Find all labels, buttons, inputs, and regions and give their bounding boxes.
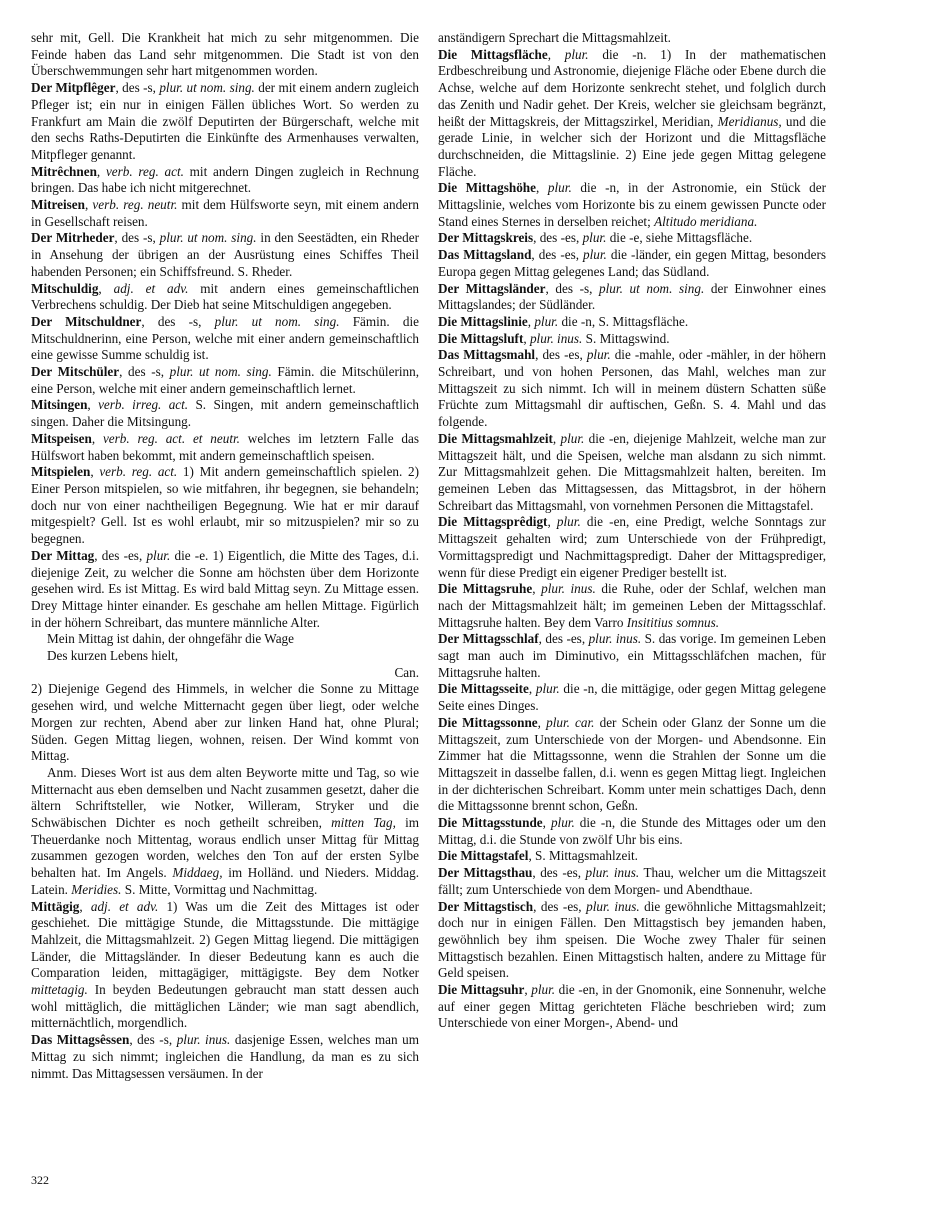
entry-mittagsseite: Die Mittagsseite, plur. die -n, die mittägige, oder gegen Mittag gelegene Seite eines Dinges. [438,681,826,714]
mittag-sense-2: 2) Diejenige Gegend des Himmels, in welcher die Sonne zu Mittage gesehen wird, und welche Mitternacht gegen über liegt, oder welche Morgen zur rechten, Abend aber zur linken Hand hat, ohne Plural; Süden. Gegen Mittag liegen, wohnen, reisen. Der Wind kommt von Mittag. [31,681,419,764]
grammar-note: plur. [535,681,560,697]
entry-mitschueler: Der Mitschüler, des -s, plur. ut nom. sing. Fämin. die Mitschülerinn, eine Person, welche mit einer andern gemeinschaftlich lernet. [31,364,419,396]
headword: Das Mittagsmahl [438,347,536,363]
definition: die -en, diejenige Mahlzeit, welche man zur Mittagszeit hält, und die Speisen, welche man alsdann zu sich nimmt. Zur Mittagsmahlzeit gehen. Die Mittagsmahlzeit halten, bereiten. Im gemeinen Leben das Mittagsessen, das Mittagsbrot, in der höhern Schreibart das Mittagsmahl, von vornehmen Personen die Mittagstafel. [438,430,826,513]
definition: die -n, die mittägige, oder gegen Mittag gelegene Seite eines Dinges. [438,681,826,714]
headword: Die Mittagsfläche [438,46,548,62]
headword: Mitspielen [31,464,91,480]
entry-mittagstafel: Die Mittagstafel, S. Mittagsmahlzeit. [438,848,638,864]
grammar-note: adj. et adv. [113,280,189,296]
grammar-note: plur. [560,430,585,446]
grammar-note: adj. et adv. [90,898,159,914]
continuation-text: anständigern Sprechart die Mittagsmahlzeit. [438,30,671,45]
entry-mittagsstunde: Die Mittagsstunde, plur. die -n, die Stunde des Mittages oder um den Mittag, d.i. die Stunde von zwölf Uhr bis eins. [438,815,826,847]
continuation-text: sehr mit, Gell. Die Krankheit hat mich zu sehr mitgenommen. Die Feinde haben das Land sehr mitgenommen. Die Stadt ist von den Überschwemmungen sehr hart mitgenommen worden. [31,30,419,79]
entry-mittagsmahl: Das Mittagsmahl, des -es, plur. die -mahle, oder -mähler, in der höhern Schreibart, und von hohen Personen, das Mahl, welches man zur Mittagszeit zu sich nimmt. Ich will in meinem düstern Schatten süße Früchte zum Mittagsmahl dir auftischen, Geßn. S. 4. Mahl und das folgende. [438,347,826,430]
entry-mitrechnen: Mitrêchnen, verb. reg. act. mit andern Dingen zugleich in Rechnung bringen. Das habe ich nicht mitgerechnet. [31,163,419,196]
entry-mittagsruhe: Die Mittagsruhe, plur. inus. die Ruhe, oder der Schlaf, welchen man nach der Mittagsmahlzeit hält; im gemeinen Leben der Mittagsschlaf. Mittagsruhe halten. Bey dem Varro Insititius somnus. [438,581,826,630]
headword: Der Mittagsschlaf [438,631,539,647]
definition: die -e, siehe Mittagsfläche. [606,230,753,246]
grammar-note: plur. inus. [529,330,583,346]
grammar-note: plur. inus. [588,631,642,647]
entry-mitschuldig: Mitschuldig, adj. et adv. mit andern eines gemeinschaftlichen Verbrechens schuldig. Der Dieb hat seine Mitschuldigen angegeben. [31,280,420,313]
definition: der mit einem andern zugleich Pfleger ist; ein nur in einigen Fällen übliches Wort. So werden zu Frankfurt am Main die zwölf Deputirten der Bürgerschaft, welche mit den sechs Raths-Deputirten die Einkünfte des Armenhauses verwalten, Mitpfleger genannt. [31,80,419,162]
grammar-note: plur. [146,547,171,563]
grammar-note: plur. [556,514,581,530]
definition: Fämin. die Mitschülerinn, eine Person, welche mit einer andern gemeinschaftlich lernet. [31,364,419,396]
definition: Fämin. die Mitschuldnerinn, eine Person, welche mit einer andern gemeinschaftlich eine gewisse Summe schuldig ist. [31,313,419,363]
grammar-note: plur. [547,180,572,196]
entry-mittagsessen: Das Mittagsêssen, des -s, plur. inus. dasjenige Essen, welches man um Mittag zu sich nimmt; ingleichen die Handlung, da man es zu sich nimmt. Das Mittagsessen versäumen. In der [31,1032,419,1081]
entry-mittagslinie: Die Mittagslinie, plur. die -n, S. Mittagsfläche. [438,313,689,329]
headword: Die Mittagslinie [438,313,528,329]
grammar-note: plur. [550,815,575,831]
definition: der Einwohner eines Mittagslandes; der Südländer. [438,280,826,313]
headword: Mitsingen [31,397,88,413]
definition: mit andern eines gemeinschaftlichen Verbrechens schuldig. Der Dieb hat seine Mitschuldigen angegeben. [31,280,420,313]
definition: die -länder, ein gegen Mittag, besonders Europa gegen Mittag gelegenes Land; das Südland. [438,247,826,279]
definition: welches im letztern Falle das Hülfswort haben bekommt, mit andern gemeinschaftlich speisen. [31,430,419,463]
entry-mittagsthau: Der Mittagsthau, des -es, plur. inus. Thau, welcher um die Mittagszeit fällt; zum Unterschiede von dem Morgen- und Abendthaue. [438,865,826,897]
headword: Die Mittagsstunde [438,815,543,831]
grammar-note: plur. [534,313,559,329]
grammar-note: plur. ut nom. sing. [599,280,705,296]
definition: der Schein oder Glanz der Sonne um die Mittagszeit, zum Unterschiede von der Morgen- und Abendsonne. Ein Zimmer hat die Mittagssonne, wenn die Strahlen der Sonne um die Mittagszeit in dasselbe fallen, d.i. wenn es gegen Mittag liegt. Ingleichen in der dichterischen Schreibart. Komm unter mein schattiges Dach, denn die Mittagssonne brennt schon, Geßn. [438,714,827,814]
headword: Mitreisen [31,197,85,213]
grammar-note: plur. car. [546,714,595,730]
definition: die -mahle, oder -mähler, in der höhern Schreibart, und von hohen Personen, das Mahl, welches man zur Mittagszeit zu sich nimmt. Ich will in meinem düstern Schatten süße Früchte zum Mittagsmahl dir auftischen, Geßn. S. 4. Mahl und das folgende. [438,347,826,430]
entry-mittagssonne: Die Mittagssonne, plur. car. der Schein oder Glanz der Sonne um die Mittagszeit, zum Unterschiede von der Morgen- und Abendsonne. Ein Zimmer hat die Mittagssonne, wenn die Strahlen der Sonne um die Mittagszeit in dasselbe fallen, d.i. wenn es gegen Mittag liegt. Ingleichen in der dichterischen Schreibart. Komm unter mein schattiges Dach, denn die Mittagssonne brennt schon, Geßn. [438,714,827,814]
definition: 1) Mit andern gemeinschaftlich spielen. 2) Einer Person mitspielen, so wie mitfahren, ihr begegnen, sie behandeln; doch nur von einer nachtheiligen Begegnung. Wie hat er mir darauf mitgespielt? Gell. Ist es wohl erlaubt, mir so mitzuspielen? mir so zu begegnen. [31,464,419,547]
headword: Das Mittagsêssen [31,1032,130,1048]
definition: die -e. 1) Eigentlich, die Mitte des Tages, d.i. diejenige Zeit, zu welcher die Sonne am höchsten über dem Horizonte gesehen wird. Es ist Mittag. Es wird bald Mittag seyn. Zu Mittage essen. Drey Mittage hinter einander. Es geschahe am hellen Mittage. Figürlich in der höhern Schreibart, das muntere männliche Alter. [31,547,419,630]
entry-mittagspredigt: Die Mittagsprêdigt, plur. die -en, eine Predigt, welche Sonntags zur Mittagszeit gehalten wird; zum Unterschiede von der Frühpredigt, Vormittagspredigt und Nachmittagspredigt. Daher der Mittagsprediger, wenn für diese Predigt ein eigener Prediger bestellt ist. [438,514,827,580]
headword: Die Mittagssonne [438,714,538,730]
definition: mit andern Dingen zugleich in Rechnung bringen. Das habe ich nicht mitgerechnet. [31,163,419,196]
entry-mittagshoehe: Die Mittagshöhe, plur. die -n, in der Astronomie, ein Stück der Mittagslinie, welches vom Horizonte bis zu einem gewissen Puncte oder Stand eines Sternes in derselben reichet; Altitudo meridiana. [438,180,827,229]
headword: Das Mittagsland [438,247,532,263]
entry-mitpfleger: Der Mitpflêger, des -s, plur. ut nom. sing. der mit einem andern zugleich Pfleger ist; ein nur in einigen Fällen übliches Wort. So werden zu Frankfurt am Main die zwölf Deputirten der Bürgerschaft, welche mit den sechs Raths-Deputirten die Einkünfte des Armenhauses verwalten, Mitpfleger genannt. [31,80,419,162]
poem-quote [31,631,419,664]
grammar-note: plur. inus. [176,1032,231,1048]
grammar-note: plur. [583,247,607,263]
entry-mittagstisch: Der Mittagstisch, des -es, plur. inus. die gewöhnliche Mittagsmahlzeit; doch nur in einigen Fällen. Den Mittagstisch bey jemanden haben, gewöhnlich bey ihm speisen. Die Woche zwey Thaler für seinen Mittagstisch bezahlen. Einen Mittagstisch halten, andere zu Mittage für Geld speisen. [438,898,826,981]
grammar-note: plur. [582,230,607,246]
definition: S. Singen, mit andern gemeinschaftlich singen. Daher die Mitsingung. [31,397,419,430]
definition: mit dem Hülfsworte seyn, mit einem andern in Gesellschaft reisen. [31,197,420,229]
headword: Die Mittagsluft [438,330,524,346]
grammar-note: plur. inus. [585,865,640,881]
grammar-note: verb. reg. neutr. [92,197,178,213]
headword: Der Mittagsländer [438,280,546,296]
headword: Der Mittagstisch [438,898,534,914]
headword: Die Mittagsruhe [438,581,533,597]
grammar-note: verb. reg. act. [105,163,184,179]
definition: dasjenige Essen, welches man um Mittag zu sich nimmt; ingleichen die Handlung, da man es zu sich nimmt. Das Mittagsessen versäumen. In der [31,1032,419,1081]
definition: S. das vorige. Im gemeinen Leben sagt man auch im Diminutivo, ein Mittagsschläfchen machen, für Mittagsruhe halten. [438,631,826,680]
poem-source: Can. [394,664,419,680]
headword: Der Mitpflêger [31,80,116,96]
entry-mitspeisen: Mitspeisen, verb. reg. act. et neutr. welches im letztern Falle das Hülfswort haben bekommt, mit andern gemeinschaftlich speisen. [31,430,419,463]
headword: Der Mittag [31,547,95,563]
left-column [31,30,419,1082]
definition: die -n, S. Mittagsfläche. [558,313,689,329]
page-number: 322 [31,1173,49,1187]
right-column [438,30,826,1032]
headword: Der Mittagskreis [438,230,534,246]
entry-mittagsluft: Die Mittagsluft, plur. inus. S. Mittagswind. [438,330,670,346]
headword: Die Mittagsseite [438,681,529,697]
grammar-note: plur. ut nom. sing. [159,230,257,246]
entry-mittagsland: Das Mittagsland, des -es, plur. die -länder, ein gegen Mittag, besonders Europa gegen Mittag gelegenes Land; das Südland. [438,247,826,279]
grammar-note: verb. irreg. act. [98,397,189,413]
entry-mitsingen: Mitsingen, verb. irreg. act. S. Singen, mit andern gemeinschaftlich singen. Daher die Mitsingung. [31,397,419,430]
entry-mittag: Der Mittag, des -es, plur. die -e. 1) Eigentlich, die Mitte des Tages, d.i. diejenige Zeit, zu welcher die Sonne am höchsten über dem Horizonte gesehen wird. Es ist Mittag. Es wird bald Mittag seyn. Zu Mittage essen. Drey Mittage hinter einander. Es geschahe am hellen Mittage. Figürlich in der höhern Schreibart, das muntere männliche Alter. [31,547,419,630]
definition: in den Seestädten, ein Rheder in Ansehung der übrigen an der Ausrüstung eines Schiffes Theil habenden Personen; ein Schiffsfreund. S. Rheder. [31,230,419,279]
definition: die -en, in der Gnomonik, eine Sonnenuhr, welche auf einer gegen Mittag gerichteten Fläche beschrieben wird; zum Unterschiede von einer Morgen-, Abend- und [438,982,826,1031]
grammar-note: plur. [586,347,611,363]
definition: die -n, die Stunde des Mittages oder um den Mittag, d.i. die Stunde von zwölf Uhr bis eins. [438,815,826,847]
grammar-note: plur. ut nom. sing. [169,364,272,380]
headword: Die Mittagstafel [438,848,529,864]
entry-mittaegig: Mittägig, adj. et adv. 1) Was um die Zeit des Mittages ist oder geschiehet. Die mittägige Stunde, die Mittagsstunde. Die mittägige Mahlzeit, die Mittagsmahlzeit. 2) Gegen Mittag liegend. Die mittägigen Länder, die Mittagsländer. In dieser Bedeutung kann es auch die Comparation leiden, mittagägiger, mittägigste. Bey dem Notker mittetagig. In beyden Bedeutungen gebraucht man statt dessen auch wohl mittäglich, die mittäglichen Länder; wie man sagt abendlich, mitternächtlich, morgendlich. [31,898,419,1031]
grammar-note: verb. reg. act. et neutr. [102,430,240,446]
grammar-note: plur. ut nom. sing. [214,313,340,329]
headword: Der Mitschuldner [31,313,142,329]
headword: Der Mittagsthau [438,865,533,881]
headword: Die Mittagsmahlzeit [438,430,553,446]
headword: Mitschuldig [31,280,99,296]
entry-mittagskreis: Der Mittagskreis, des -es, plur. die -e, siehe Mittagsfläche. [438,230,753,246]
poem-line: Mein Mittag ist dahin, der ohngefähr die Wage [47,631,294,647]
definition: die gewöhnliche Mittagsmahlzeit; doch nur in einigen Fällen. Den Mittagstisch bey jemanden haben, gewöhnlich bey ihm speisen. Die Woche zwey Thaler für seinen Mittagstisch bezahlen. Einen Mittagstisch halten, andere zu Mittage für Geld speisen. [438,898,826,981]
grammar-note: plur. inus. [541,581,596,597]
grammar-note: plur. [531,982,556,998]
definition: die -en, eine Predigt, welche Sonntags zur Mittagszeit gehalten wird; zum Unterschiede von der Frühpredigt, Vormittagspredigt und Nachmittagspredigt. Daher der Mittagsprediger, wenn für diese Predigt ein eigener Prediger bestellt ist. [438,514,827,580]
headword: Die Mittagsprêdigt [438,514,548,530]
poem-line: Des kurzen Lebens hielt, [47,648,179,664]
headword: Die Mittagshöhe [438,180,536,196]
headword: Die Mittagsuhr [438,982,525,998]
grammar-note: plur. ut nom. sing. [159,80,255,96]
entry-mitschuldner: Der Mitschuldner, des -s, plur. ut nom. sing. Fämin. die Mitschuldnerinn, eine Person, welche mit einer andern gemeinschaftlich eine gewisse Summe schuldig ist. [31,313,419,363]
entry-mittagsschlaf: Der Mittagsschlaf, des -es, plur. inus. S. das vorige. Im gemeinen Leben sagt man auch im Diminutivo, ein Mittagsschläfchen machen, für Mittagsruhe halten. [438,631,826,680]
entry-mittagsuhr: Die Mittagsuhr, plur. die -en, in der Gnomonik, eine Sonnenuhr, welche auf einer gegen Mittag gerichteten Fläche beschrieben wird; zum Unterschiede von einer Morgen-, Abend- und [438,982,826,1031]
headword: Der Mitrheder [31,230,115,246]
entry-mittagslaender: Der Mittagsländer, des -s, plur. ut nom. sing. der Einwohner eines Mittagslandes; der Südländer. [438,280,826,313]
headword: Mittägig [31,898,80,914]
headword: Der Mitschüler [31,364,120,380]
definition: Thau, welcher um die Mittagszeit fällt; zum Unterschiede von dem Morgen- und Abendthaue. [438,865,826,897]
entry-mitreisen: Mitreisen, verb. reg. neutr. mit dem Hülfsworte seyn, mit einem andern in Gesellschaft reisen. [31,197,420,229]
entry-mittagsmahlzeit: Die Mittagsmahlzeit, plur. die -en, diejenige Mahlzeit, welche man zur Mittagszeit hält, und die Speisen, welche man alsdann zu sich nimmt. Zur Mittagsmahlzeit gehen. Die Mittagsmahlzeit halten, bereiten. Im gemeinen Leben das Mittagsessen, das Mittagsbrot, in der höhern Schreibart das Mittagsmahl, von vornehmen Personen die Mittagstafel. [438,430,826,513]
headword: Mitrêchnen [31,163,97,179]
grammar-note: plur. [564,46,589,62]
headword: Mitspeisen [31,430,92,446]
etymology-note: Anm. Dieses Wort ist aus dem alten Beyworte mitte und Tag, so wie Mitternacht aus eben demselben und Nacht zusammen gesetzt, daher die ältern Schriftsteller, wie Notker, Willeram, Stryker und die Schwäbischen Dichter es noch getheilt schreiben, mitten Tag, im Theuerdanke noch Mittentag, woraus endlich unser Mittag für Mittag zusammen gezogen worden, welches den Ton auf der ersten Sylbe behalten hat. Im Angels. Middaeg, im Holländ. und Nieders. Middag. Latein. Meridies. S. Mitte, Vormittag und Nachmittag. [31,764,420,897]
entry-mitrheder: Der Mitrheder, des -s, plur. ut nom. sing. in den Seestädten, ein Rheder in Ansehung der übrigen an der Ausrüstung eines Schiffes Theil habenden Personen; ein Schiffsfreund. S. Rheder. [31,230,419,279]
entry-mittagsflaeche: Die Mittagsfläche, plur. die -n. 1) In der mathematischen Erdbeschreibung und Astronomie, diejenige Fläche oder Ebene durch die Achse, welche auf dem Horizonte senkrecht stehet, und folglich durch das Zenith und Nadir gehet. Der Kreis, welcher sie gleichsam begränzt, heißt der Mittagskreis, der Mittagszirkel, Meridian, Meridianus, und die gerade Linie, in welcher sich der Horizont und die Mittagsfläche durchschneiden, die Mittagslinie. 2) Eine jede gegen Mittag gelegene Fläche. [438,46,827,179]
grammar-note: verb. reg. act. [99,464,178,480]
definition: S. Mittagswind. [582,330,670,346]
grammar-note: plur. inus. [586,898,640,914]
entry-mitspielen: Mitspielen, verb. reg. act. 1) Mit andern gemeinschaftlich spielen. 2) Einer Person mitspielen, so wie mitfahren, ihr begegnen, sie behandeln; doch nur von einer nachtheiligen Begegnung. Wie hat er mir darauf mitgespielt? Gell. Ist es wohl erlaubt, mir so mitzuspielen? mir so zu begegnen. [31,464,419,547]
